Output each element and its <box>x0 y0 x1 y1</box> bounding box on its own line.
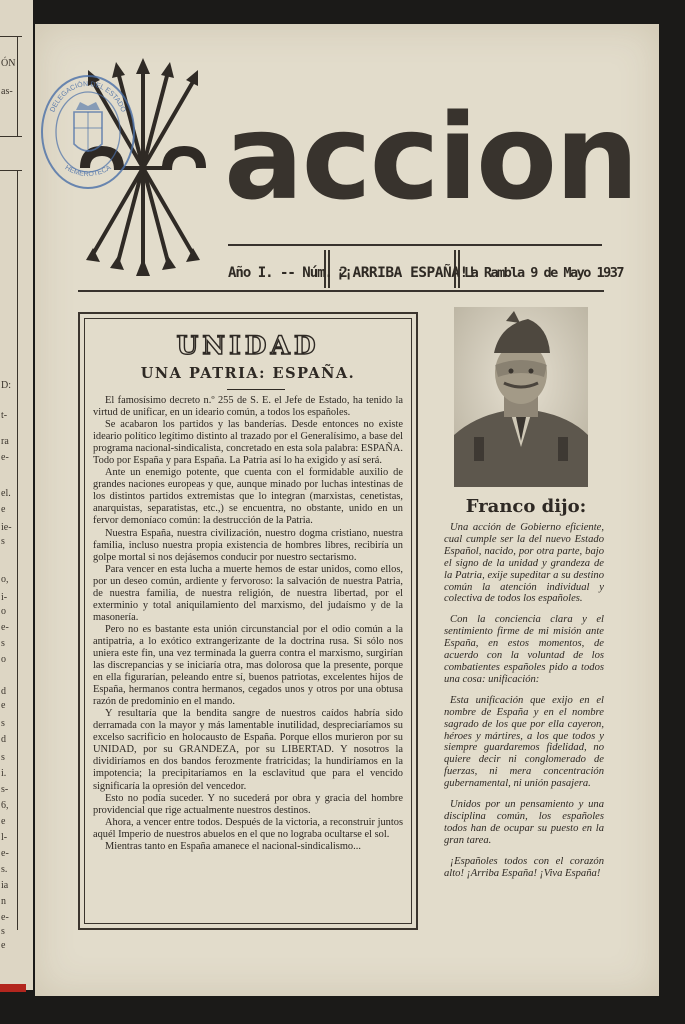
prev-page-fragment: e- <box>1 622 9 633</box>
quote-paragraph: ¡Españoles todos con el corazón alto! ¡Arriba España! ¡Viva España! <box>444 855 604 879</box>
article-paragraph: Nuestra España, nuestra civilización, nuestro dogma cristiano, nuestra familia, incluso nuestra propia existencia de hombres libres, recibiría un golpe mortal si nos dejásemos conducir por nuestro sectarismo. <box>93 527 403 563</box>
prev-page-fragment: o <box>1 606 6 617</box>
quote-paragraph: Esta unificación que exijo en el nombre de España y en el nombre sagrado de los que por ella cayeron, héroes y mártires, a los que todos y siempre guardaremos fidelidad, no quiere decir ni conglomerado de fuerzas, ni mera concentración gubernamental, ni unión pasajera. <box>444 694 604 790</box>
prev-page-rule <box>0 36 22 37</box>
article-paragraph: Esto no podía suceder. Y no sucederá por obra y gracia del hombre providencial que rige actualmente nuestros destinos. <box>93 792 403 816</box>
prev-page-fragment: t- <box>1 410 8 421</box>
sidebar-quote <box>444 522 604 888</box>
prev-page-fragment: D: <box>1 380 11 391</box>
article-subtitle: UNA PATRIA: ESPAÑA. <box>140 365 356 382</box>
sidebar-heading: Franco dijo: <box>465 496 587 517</box>
quote-paragraph: Una acción de Gobierno eficiente, cual cumple ser la del nuevo Estado Español, nacido, por otra parte, bajo el signo de la unidad y grandeza de la Patria, exije supeditar a su destino común la atención individual y colectiva de todos los españoles. <box>444 522 604 605</box>
prev-page-vrule <box>17 170 18 930</box>
prev-page-fragment: l- <box>1 832 8 843</box>
prev-page-fragment: s <box>1 926 5 937</box>
prev-page-rule <box>0 136 22 137</box>
prev-page-fragment: s <box>1 718 5 729</box>
prev-page-fragment: s <box>1 752 5 763</box>
prev-page-fragment: n <box>1 896 6 907</box>
newspaper-title: accion <box>224 88 638 226</box>
prev-page-fragment: e <box>1 700 6 711</box>
place-and-date: La Rambla 9 de Mayo 1937 <box>464 265 624 281</box>
prev-page-fragment: i. <box>1 768 7 779</box>
stamp-top-text: DELEGACIÓN DEL ESTADO <box>49 80 127 114</box>
article-paragraph: El famosísimo decreto n.º 255 de S. E. el Jefe de Estado, ha tenido la virtud de unificar, en un ideario común, a todos los españoles. <box>93 395 403 419</box>
prev-page-fragment: s- <box>1 784 9 795</box>
article-paragraph: Ahora, a vencer entre todos. Después de la victoria, a reconstruir juntos aquél Imperio de nuestros abuelos en el que no lograba ocultarse el sol. <box>93 816 403 840</box>
article-paragraph: Se acabaron los partidos y las banderías. Desde entonces no existe ideario político legítimo distinto al trazado por el Generalísimo, a base del programa nacional-sindicalista, concretado en esta sola palabra: ESPAÑA. Todo por España y para España. La Patria así lo ha exigido y así será. <box>93 419 403 467</box>
prev-page-fragment: as- <box>1 86 13 97</box>
article-separator <box>227 389 285 390</box>
stamp-bottom-text: HEMEROTECA <box>63 164 113 179</box>
quote-paragraph: Con la conciencia clara y el sentimiento firme de mi misión ante España, en estos momentos, de acuerdo con la voluntad de los combatientes españoles pido a todos una cosa: unificación: <box>444 614 604 685</box>
prev-page-fragment: s. <box>1 864 8 875</box>
article-body <box>93 395 403 853</box>
prev-page-fragment: e- <box>1 848 9 859</box>
portrait-image <box>454 307 588 487</box>
prev-page-fragment: el. <box>1 488 11 499</box>
issue-number: Año I. -- Núm. 2 <box>228 265 347 281</box>
prev-page-fragment: s <box>1 638 5 649</box>
prev-page-fragment: e <box>1 816 6 827</box>
article-paragraph: Ante un enemigo potente, que cuenta con el formidable auxilio de grandes naciones europeas y que, aunque minado por luchas intestinas de los distintos partidos extremistas que lo integran (marxistas, cenetistas, anarquistas, separatistas, etc.,) se encuentra, no obstante, unido en un fervor demoníaco común: la destrucción de la Patria. <box>93 467 403 527</box>
prev-page-fragment: 6, <box>1 800 9 811</box>
library-stamp <box>38 72 138 194</box>
article-title: UNIDAD <box>176 331 320 360</box>
article-frame <box>84 318 412 924</box>
masthead-rule-bottom <box>78 290 604 292</box>
previous-page-edge <box>0 0 33 990</box>
prev-page-vrule <box>17 36 18 136</box>
article-paragraph: Mientras tanto en España amanece el nacional-sindicalismo... <box>105 840 361 852</box>
prev-page-fragment: ra <box>1 436 9 447</box>
quote-paragraph: Unidos por un pensamiento y una disciplina común, los españoles todos han de ocupar su puesto en la gran tarea. <box>444 799 604 846</box>
prev-page-fragment: ÓN <box>1 58 16 69</box>
prev-page-fragment: d <box>1 734 6 745</box>
prev-page-fragment: e <box>1 940 6 951</box>
prev-page-fragment: d <box>1 686 6 697</box>
prev-page-fragment: o, <box>1 574 9 585</box>
prev-page-rule <box>0 170 22 171</box>
article-paragraph: Pero no es bastante esta unión circunstancial por el odio común a la antipatria, a lo exótico extrangerizante de la doctrina rusa. Si sólo nos uniera este fin, una vez terminada la guerra contra el marxismo, surgirían las discrepancias y se iniciaría otra, mas dolorosa que la presente, porque en ella figurarían, peleando entre sí, buenos patriotas, excelentes hijos de España, hermanos contra hermanos, cegados unos y otros por una obtusa razón de predominio en el mando. <box>93 623 403 708</box>
article-paragraph: Para vencer en esta lucha a muerte hemos de estar unidos, como ellos, por un deseo común, ardiente y fervoroso: la salvación de nuestra Patria, de nuestra familia, de nuestra religión, de nuestra libertad, por el exterminio y total aniquilamiento del marxismo, del judaísmo y de la masonería. <box>93 563 403 623</box>
prev-page-fragment: e- <box>1 452 9 463</box>
prev-page-fragment: i- <box>1 592 8 603</box>
franco-portrait-photo <box>454 307 588 487</box>
prev-page-fragment: o <box>1 654 6 665</box>
article-paragraph: Y resultaría que la bendita sangre de nuestros caídos habría sido derramada con la mayor y más lamentable inutilidad, despreciaríamos su excelso sacrificio en holocausto de España. Porque ellos murieron por su UNIDAD, por su GRANDEZA, por su LIBERTAD. Y nosotros la dividiríamos en dos bandos ferozmente fratricidas; la hundiríamos en la impotencia; la precipitaríamos en la esclavitud que para el vencido significaría la opresión del vencedor. <box>93 708 403 792</box>
prev-page-fragment: e <box>1 504 6 515</box>
prev-page-fragment: e- <box>1 912 9 923</box>
bookmark-tab <box>0 984 26 992</box>
prev-page-fragment: ie- <box>1 522 12 533</box>
slogan: ¡¡ARRIBA ESPAÑA!! <box>336 265 476 281</box>
masthead-rule-top <box>228 244 602 246</box>
prev-page-fragment: s <box>1 536 5 547</box>
unidad-article <box>78 312 418 930</box>
prev-page-fragment: ia <box>1 880 9 891</box>
